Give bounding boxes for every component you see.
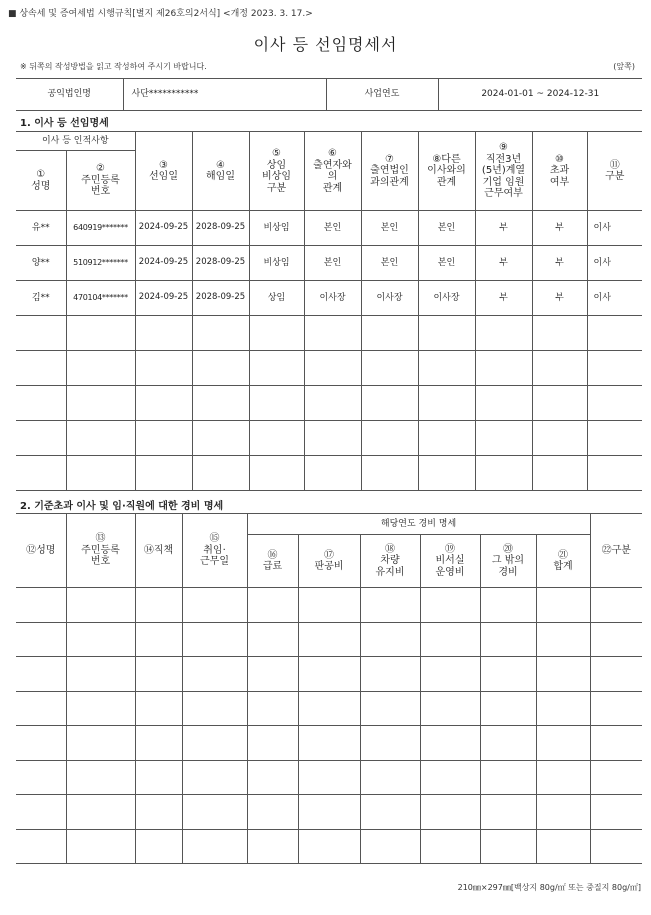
empty-cell [135, 456, 192, 491]
empty-cell [249, 351, 304, 386]
expense-row-empty [16, 829, 642, 864]
expense-row-empty [16, 795, 642, 830]
empty-cell [304, 351, 361, 386]
empty-cell [420, 588, 480, 623]
cell-dismissed: 2028-09-25 [192, 211, 249, 246]
empty-cell [66, 726, 135, 761]
col-exp-vehicle: ⑱ 차량 유지비 [360, 535, 420, 588]
empty-cell [360, 726, 420, 761]
empty-cell [590, 726, 642, 761]
col-exp-other: ⑳ 그 밖의 경비 [480, 535, 536, 588]
director-row [16, 211, 642, 246]
empty-cell [298, 622, 360, 657]
director-row [16, 246, 642, 281]
cell-director-rel: 이사장 [418, 281, 475, 316]
empty-cell [418, 421, 475, 456]
expense-table [16, 513, 642, 864]
empty-cell [536, 726, 590, 761]
empty-cell [66, 386, 135, 421]
empty-cell [66, 622, 135, 657]
empty-cell [532, 456, 587, 491]
expense-row-empty [16, 657, 642, 692]
empty-cell [480, 795, 536, 830]
empty-cell [590, 829, 642, 864]
cell-type: 이사 [587, 211, 642, 246]
empty-cell [418, 456, 475, 491]
empty-cell [247, 622, 298, 657]
empty-cell [298, 588, 360, 623]
empty-cell [16, 657, 66, 692]
empty-cell [587, 421, 642, 456]
empty-cell [16, 351, 66, 386]
empty-cell [247, 588, 298, 623]
empty-cell [532, 421, 587, 456]
cell-director-rel: 본인 [418, 246, 475, 281]
empty-cell [182, 622, 247, 657]
empty-cell [249, 421, 304, 456]
empty-cell [16, 795, 66, 830]
instruction-note: ※ 뒤쪽의 작성방법을 읽고 작성하여 주시기 바랍니다. [20, 62, 207, 71]
legal-reference: ■ 상속세 및 증여세법 시행규칙[별지 제26호의2서식] <개정 2023. 3. 17.> [8, 9, 313, 19]
empty-cell [361, 386, 418, 421]
cell-corp-rel: 본인 [361, 246, 418, 281]
expense-row-empty [16, 726, 642, 761]
cell-excess: 부 [532, 246, 587, 281]
empty-cell [304, 421, 361, 456]
cell-contrib-rel: 이사장 [304, 281, 361, 316]
empty-cell [192, 421, 249, 456]
empty-cell [182, 829, 247, 864]
empty-cell [247, 795, 298, 830]
col-contributor-relation: ⑥ 출연자와 의 관계 [304, 132, 361, 211]
empty-cell [360, 829, 420, 864]
cell-name: 유** [16, 211, 66, 246]
empty-cell [304, 456, 361, 491]
cell-contrib-rel: 본인 [304, 211, 361, 246]
cell-type: 이사 [587, 246, 642, 281]
empty-cell [420, 760, 480, 795]
col-exp-salary: ⑯ 급료 [247, 535, 298, 588]
cell-appointed: 2024-09-25 [135, 246, 192, 281]
empty-cell [298, 726, 360, 761]
empty-cell [192, 386, 249, 421]
empty-cell [298, 691, 360, 726]
empty-cell [182, 657, 247, 692]
empty-cell [480, 829, 536, 864]
empty-cell [135, 760, 182, 795]
empty-cell [420, 622, 480, 657]
col-exp-total: ㉑ 합계 [536, 535, 590, 588]
cell-affiliate: 부 [475, 211, 532, 246]
empty-cell [536, 760, 590, 795]
empty-cell [135, 829, 182, 864]
empty-cell [66, 351, 135, 386]
empty-cell [16, 829, 66, 864]
empty-cell [536, 622, 590, 657]
col-corporate-relation: ⑦ 출연법인 과의관계 [361, 132, 418, 211]
empty-cell [16, 386, 66, 421]
fiscal-year-label: 사업연도 [326, 79, 438, 111]
cell-contrib-rel: 본인 [304, 246, 361, 281]
cell-standing: 비상임 [249, 246, 304, 281]
cell-director-rel: 본인 [418, 211, 475, 246]
col-exp-name: ⑫성명 [16, 514, 66, 588]
empty-cell [360, 691, 420, 726]
empty-cell [420, 829, 480, 864]
empty-cell [298, 760, 360, 795]
empty-cell [66, 588, 135, 623]
col-affiliate-officer: ⑨ 직전3년 (5년)계열 기업 임원 근무여부 [475, 132, 532, 211]
empty-cell [361, 421, 418, 456]
director-row-empty [16, 351, 642, 386]
col-exp-resident-id: ⑬ 주민등록 번호 [66, 514, 135, 588]
empty-cell [361, 316, 418, 351]
expense-row-empty [16, 622, 642, 657]
empty-cell [66, 657, 135, 692]
cell-dismissed: 2028-09-25 [192, 281, 249, 316]
empty-cell [590, 691, 642, 726]
col-resident-id: ② 주민등록 번호 [66, 151, 135, 211]
empty-cell [16, 691, 66, 726]
empty-cell [590, 657, 642, 692]
empty-cell [532, 386, 587, 421]
empty-cell [247, 829, 298, 864]
empty-cell [182, 795, 247, 830]
empty-cell [16, 726, 66, 761]
empty-cell [247, 657, 298, 692]
expense-row-empty [16, 588, 642, 623]
expense-row-empty [16, 691, 642, 726]
empty-cell [475, 386, 532, 421]
expense-group-header: 해당연도 경비 명세 [247, 514, 590, 535]
cell-standing: 상임 [249, 281, 304, 316]
empty-cell [536, 691, 590, 726]
cell-resident-id: 510912******* [66, 246, 135, 281]
col-exp-entertainment: ⑰ 판공비 [298, 535, 360, 588]
col-exp-position: ⑭직책 [135, 514, 182, 588]
empty-cell [16, 316, 66, 351]
empty-cell [587, 386, 642, 421]
cell-dismissed: 2028-09-25 [192, 246, 249, 281]
empty-cell [590, 795, 642, 830]
empty-cell [480, 691, 536, 726]
empty-cell [475, 316, 532, 351]
cell-appointed: 2024-09-25 [135, 281, 192, 316]
cell-corp-rel: 본인 [361, 211, 418, 246]
col-dismissal-date: ④ 해임일 [192, 132, 249, 211]
empty-cell [16, 421, 66, 456]
empty-cell [298, 657, 360, 692]
corp-name-value: 사단*********** [123, 79, 326, 111]
cell-type: 이사 [587, 281, 642, 316]
empty-cell [66, 795, 135, 830]
page-title: 이사 등 선임명세서 [253, 35, 398, 54]
director-table [16, 131, 642, 491]
empty-cell [420, 691, 480, 726]
director-row-empty [16, 386, 642, 421]
empty-cell [298, 829, 360, 864]
empty-cell [536, 829, 590, 864]
fiscal-year-value: 2024-01-01 ~ 2024-12-31 [438, 79, 642, 111]
col-type: ⑪ 구분 [587, 132, 642, 211]
empty-cell [66, 829, 135, 864]
empty-cell [587, 351, 642, 386]
personal-info-group-header: 이사 등 인적사항 [16, 132, 135, 151]
empty-cell [532, 351, 587, 386]
col-exp-secretary: ⑲ 비서실 운영비 [420, 535, 480, 588]
empty-cell [480, 622, 536, 657]
col-excess: ⑩ 초과 여부 [532, 132, 587, 211]
empty-cell [587, 316, 642, 351]
empty-cell [135, 657, 182, 692]
cell-corp-rel: 이사장 [361, 281, 418, 316]
empty-cell [16, 760, 66, 795]
empty-cell [360, 622, 420, 657]
empty-cell [192, 351, 249, 386]
empty-cell [536, 588, 590, 623]
empty-cell [66, 760, 135, 795]
empty-cell [475, 421, 532, 456]
empty-cell [420, 657, 480, 692]
empty-cell [360, 760, 420, 795]
empty-cell [418, 386, 475, 421]
section2-title: 2. 기준초과 이사 및 임·직원에 대한 경비 명세 [20, 501, 224, 512]
empty-cell [420, 795, 480, 830]
empty-cell [249, 316, 304, 351]
empty-cell [360, 795, 420, 830]
corp-name-label: 공익법인명 [16, 79, 123, 111]
empty-cell [480, 760, 536, 795]
empty-cell [66, 421, 135, 456]
cell-affiliate: 부 [475, 246, 532, 281]
empty-cell [135, 316, 192, 351]
empty-cell [590, 588, 642, 623]
col-other-director-relation: ⑧다른 이사와의 관계 [418, 132, 475, 211]
empty-cell [587, 456, 642, 491]
empty-cell [420, 726, 480, 761]
empty-cell [16, 622, 66, 657]
col-exp-type: ㉒구분 [590, 514, 642, 588]
empty-cell [135, 726, 182, 761]
director-row [16, 281, 642, 316]
empty-cell [590, 622, 642, 657]
director-row-empty [16, 421, 642, 456]
empty-cell [16, 456, 66, 491]
col-appointed-date: ③ 선임일 [135, 132, 192, 211]
cell-resident-id: 640919******* [66, 211, 135, 246]
empty-cell [192, 456, 249, 491]
empty-cell [247, 726, 298, 761]
director-row-empty [16, 456, 642, 491]
cell-resident-id: 470104******* [66, 281, 135, 316]
empty-cell [304, 386, 361, 421]
empty-cell [480, 588, 536, 623]
empty-cell [361, 351, 418, 386]
empty-cell [182, 691, 247, 726]
empty-cell [480, 657, 536, 692]
paper-spec: 210㎜×297㎜[백상지 80g/㎡ 또는 중질지 80g/㎡] [457, 883, 641, 892]
cell-standing: 비상임 [249, 211, 304, 246]
empty-cell [135, 386, 192, 421]
cell-excess: 부 [532, 281, 587, 316]
empty-cell [361, 456, 418, 491]
cell-name: 양** [16, 246, 66, 281]
empty-cell [532, 316, 587, 351]
empty-cell [247, 691, 298, 726]
empty-cell [16, 588, 66, 623]
empty-cell [135, 691, 182, 726]
col-exp-work-date: ⑮ 취임· 근무일 [182, 514, 247, 588]
empty-cell [182, 726, 247, 761]
empty-cell [66, 691, 135, 726]
empty-cell [66, 456, 135, 491]
section1-title: 1. 이사 등 선임명세 [20, 118, 109, 129]
empty-cell [590, 760, 642, 795]
empty-cell [66, 316, 135, 351]
empty-cell [418, 316, 475, 351]
expense-row-empty [16, 760, 642, 795]
director-row-empty [16, 316, 642, 351]
empty-cell [135, 588, 182, 623]
empty-cell [135, 421, 192, 456]
empty-cell [536, 795, 590, 830]
col-standing-type: ⑤ 상임 비상임 구분 [249, 132, 304, 211]
cell-appointed: 2024-09-25 [135, 211, 192, 246]
empty-cell [360, 588, 420, 623]
col-name: ① 성명 [16, 151, 66, 211]
empty-cell [304, 316, 361, 351]
empty-cell [247, 760, 298, 795]
empty-cell [135, 622, 182, 657]
front-side-label: (앞쪽) [613, 62, 635, 71]
empty-cell [249, 386, 304, 421]
empty-cell [298, 795, 360, 830]
corp-info-table [16, 78, 642, 111]
cell-name: 김** [16, 281, 66, 316]
empty-cell [536, 657, 590, 692]
cell-affiliate: 부 [475, 281, 532, 316]
cell-excess: 부 [532, 211, 587, 246]
empty-cell [249, 456, 304, 491]
empty-cell [182, 760, 247, 795]
empty-cell [135, 795, 182, 830]
empty-cell [135, 351, 192, 386]
empty-cell [418, 351, 475, 386]
empty-cell [475, 351, 532, 386]
empty-cell [192, 316, 249, 351]
empty-cell [360, 657, 420, 692]
empty-cell [480, 726, 536, 761]
empty-cell [182, 588, 247, 623]
empty-cell [475, 456, 532, 491]
